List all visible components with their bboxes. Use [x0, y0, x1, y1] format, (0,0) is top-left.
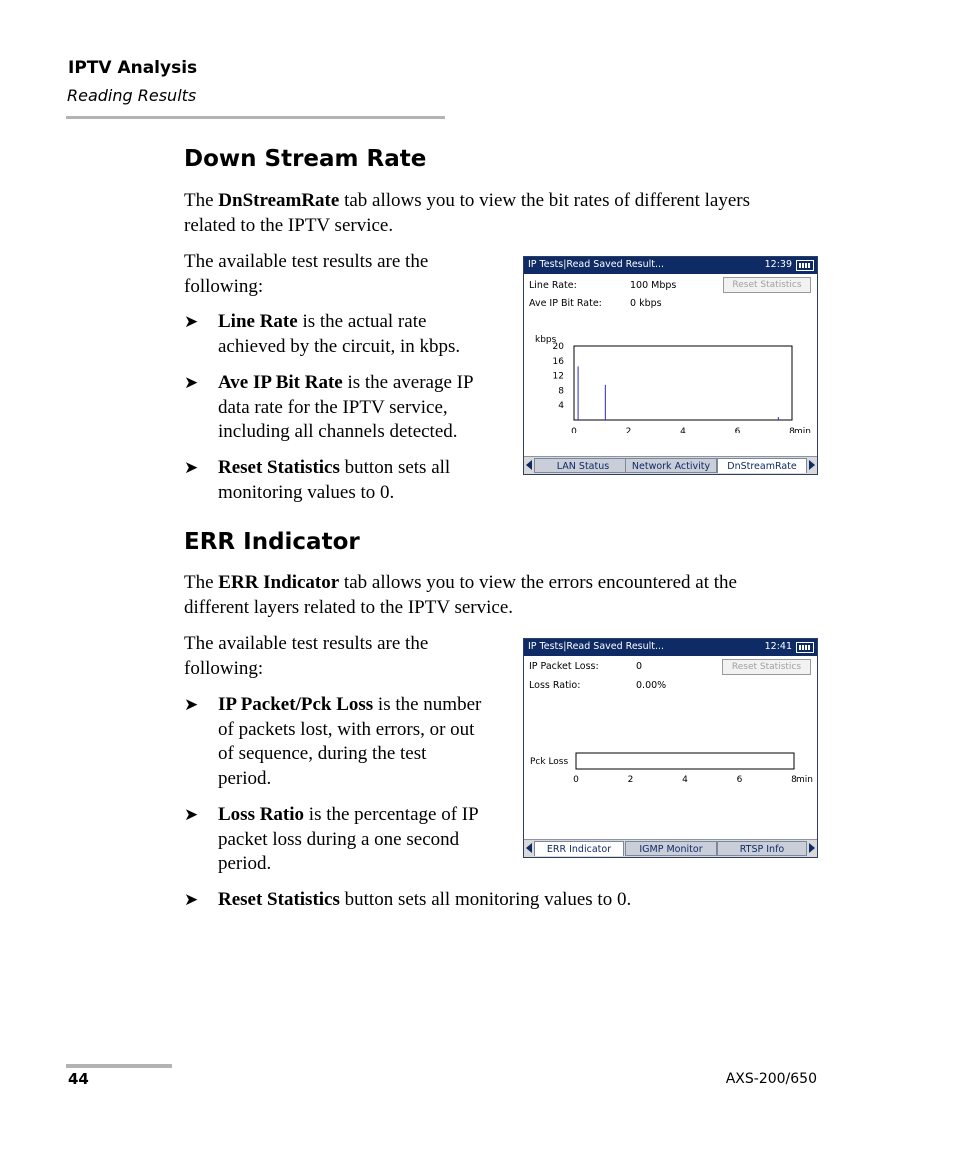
x-axis-label: min	[796, 775, 813, 785]
x-tick-label: 0	[573, 775, 579, 785]
window-title: IP Tests|Read Saved Result...	[528, 641, 665, 652]
scroll-left-icon[interactable]	[526, 843, 532, 853]
plot-frame	[574, 346, 792, 420]
bullet-arrow-icon: ➤	[184, 695, 199, 714]
y-tick-label: 4	[558, 401, 564, 412]
section2-available-text: The available test results are the following:	[184, 633, 429, 679]
line-rate-value: 100 Mbps	[630, 280, 677, 291]
bullet-arrow-icon: ➤	[184, 805, 199, 824]
bullet-arrow-icon: ➤	[184, 890, 199, 909]
tab-bar	[524, 456, 817, 474]
tab-rtsp-info[interactable]: RTSP Info	[717, 841, 807, 856]
running-header-title: IPTV Analysis	[68, 58, 198, 78]
y-tick-label: 20	[552, 342, 564, 352]
tab-err-indicator[interactable]: ERR Indicator	[534, 841, 624, 856]
loss-ratio-value: 0.00%	[636, 680, 667, 691]
y-tick-label: 8	[558, 386, 564, 397]
section1-bullet-ave-ip-bit-rate: ➤ Ave IP Bit Rate is the average IP data rate for the IPTV service, including all channels detected.	[184, 372, 474, 442]
loss-ratio-label: Loss Ratio:	[529, 680, 581, 691]
tab-igmp-monitor[interactable]: IGMP Monitor	[625, 841, 717, 856]
tab-network-activity[interactable]: Network Activity	[625, 458, 717, 473]
window-titlebar	[524, 257, 817, 274]
tab-lan-status[interactable]: LAN Status	[534, 458, 632, 473]
ip-packet-loss-label: IP Packet Loss:	[529, 661, 599, 672]
y-axis-label: Pck Loss	[530, 757, 569, 767]
battery-icon	[796, 260, 814, 271]
bullet-arrow-icon: ➤	[184, 373, 199, 392]
x-tick-label: 8	[791, 775, 797, 785]
header-rule	[66, 116, 445, 119]
y-axis-label: kbps	[535, 335, 557, 345]
bullet-arrow-icon: ➤	[184, 458, 199, 477]
section2-bullet-loss-ratio: ➤ Loss Ratio is the percentage of IP packet loss during a one second period.	[184, 804, 479, 874]
x-tick-label: 2	[627, 775, 634, 785]
y-tick-label: 16	[552, 356, 564, 367]
scroll-right-icon[interactable]	[809, 843, 815, 853]
window-title: IP Tests|Read Saved Result...	[528, 259, 665, 270]
section1-intro-term: DnStreamRate	[218, 190, 340, 211]
section2-bullet-reset-statistics: ➤ Reset Statistics button sets all monitoring values to 0.	[218, 888, 631, 913]
tab-bar	[524, 839, 817, 857]
err-indicator-screenshot	[523, 638, 818, 858]
scroll-right-icon[interactable]	[809, 460, 815, 470]
clock: 12:41	[764, 641, 792, 652]
section-heading-err-indicator: ERR Indicator	[184, 529, 360, 555]
battery-icon	[796, 642, 814, 653]
section1-intro: The DnStreamRate tab allows you to view the bit rates of different layers related to the IPTV service.	[184, 190, 750, 236]
bitrate-chart	[524, 333, 817, 433]
footer-rule	[66, 1064, 172, 1068]
ip-packet-loss-value: 0	[636, 661, 643, 672]
x-tick-label: 6	[736, 775, 743, 785]
y-tick-label: 12	[552, 371, 564, 382]
clock: 12:39	[764, 259, 792, 270]
x-tick-label: 6	[734, 427, 741, 433]
section2-bullet-ip-packet-loss: ➤ IP Packet/Pck Loss is the number of packets lost, with errors, or out of sequence, during the test period.	[184, 694, 482, 789]
bullet-arrow-icon: ➤	[184, 312, 199, 331]
ave-ip-bit-rate-label: Ave IP Bit Rate:	[529, 298, 602, 309]
x-tick-label: 8	[789, 427, 795, 433]
x-tick-label: 4	[682, 775, 688, 785]
running-header-subtitle: Reading Results	[67, 86, 197, 105]
page-number: 44	[68, 1070, 89, 1088]
document-id: AXS-200/650	[725, 1071, 817, 1087]
reset-statistics-button[interactable]: Reset Statistics	[723, 277, 811, 293]
section2-intro: The ERR Indicator tab allows you to view the errors encountered at the different layers related to the IPTV service.	[184, 572, 737, 618]
section1-bullet-reset-statistics: ➤ Reset Statistics button sets all monitoring values to 0.	[184, 457, 451, 503]
tab-dnstreamrate[interactable]: DnStreamRate	[717, 458, 807, 473]
section2-intro-term: ERR Indicator	[218, 572, 340, 593]
x-axis-label: min	[794, 427, 811, 433]
x-tick-label: 4	[680, 427, 686, 433]
packet-loss-chart	[524, 745, 817, 795]
window-titlebar	[524, 639, 817, 656]
section-heading-down-stream-rate: Down Stream Rate	[184, 146, 427, 172]
section1-available-text: The available test results are the following:	[184, 251, 429, 297]
dnstreamrate-screenshot	[523, 256, 818, 475]
reset-statistics-button[interactable]: Reset Statistics	[722, 659, 811, 675]
ave-ip-bit-rate-value: 0 kbps	[630, 298, 662, 309]
x-tick-label: 0	[571, 427, 577, 433]
scroll-left-icon[interactable]	[526, 460, 532, 470]
x-tick-label: 2	[625, 427, 632, 433]
section1-bullet-line-rate: ➤ Line Rate is the actual rate achieved by the circuit, in kbps.	[184, 311, 461, 357]
line-rate-label: Line Rate:	[529, 280, 577, 291]
plot-frame	[576, 753, 794, 769]
